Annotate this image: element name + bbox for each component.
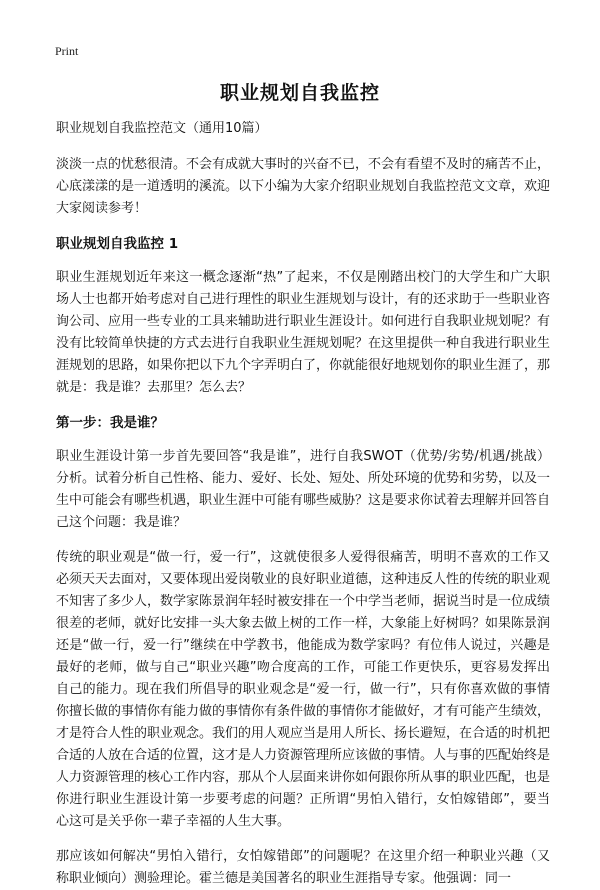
subtitle: 职业规划自我监控范文（通用10篇） bbox=[56, 121, 268, 136]
intro-paragraph: 淡淡一点的忧愁很清。不会有成就大事时的兴奋不已，不会有看望不及时的痛苦不止，心底漾漾的是一道透明的溪流。以下小编为大家介绍职业规划自我监控范文文章，欢迎大家阅读参考！ bbox=[56, 157, 551, 216]
step-paragraph-1: 职业生涯设计第一步首先要回答“我是谁”，进行自我SWOT（优势/劣势/机遇/挑战）分析。试着分析自己性格、能力、爱好、长处、短处、所处环境的优势和劣势，以及一生中可能会有哪些机遇，职业生涯中可能有哪些威胁？这是要求你试着去理解并回答自己这个问题：我是谁？ bbox=[56, 449, 551, 530]
print-label[interactable]: Print bbox=[55, 44, 79, 58]
section-paragraph: 职业生涯规划近年来这一概念逐渐“热”了起来，不仅是刚踏出校门的大学生和广大职场人士也都开始考虑对自己进行理性的职业生涯规划与设计，有的还求助于一些职业咨询公司、应用一些专业的工具来辅助进行职业生涯设计。如何进行自我职业规划呢？有没有比较简单快捷的方式去进行自我职业生涯规划呢？在这里提供一种自我进行职业生涯规划的思路，如果你把以下九个字弄明白了，你就能很好地规划你的职业生涯了，那就是：我是谁？去那里？怎么去？ bbox=[56, 270, 551, 395]
step-paragraph-2: 传统的职业观是“做一行，爱一行”，这就使很多人爱得很痛苦，明明不喜欢的工作又必须天天去面对，又要体现出爱岗敬业的良好职业道德，这种违反人性的传统的职业观不知害了多少人，数学家陈景润年轻时被安排在一个中学当老师，据说当时是一位成绩很差的老师，就好比安排一头大象去做上树的工作一样，大象能上好树吗？如果陈景润还是“做一行，爱一行”继续在中学教书，他能成为数学家吗？有位伟人说过，兴趣是最好的老师，做与自己“职业兴趣”吻合度高的工作，可能工作更快乐，更容易发挥出自己的能力。现在我们所倡导的职业观念是“爱一行，做一行”，只有你喜欢做的事情你擅长做的事情你有能力做的事情你有条件做的事情你才能做好，才有可能产生绩效，才是符合人性的职业观念。我们的用人观应当是用人所长、扬长避短，在合适的时机把合适的人放在合适的位置，这才是人力资源管理所应该做的事情。人与事的匹配始终是人力资源管理的核心工作内容，那从个人层面来讲你如何跟你所从事的职业匹配，也是你进行职业生涯设计第一步要考虑的问题？正所谓“男怕入错行，女怕嫁错郎”，要当心这可是关乎你一辈子幸福的人生大事。 bbox=[56, 550, 551, 829]
step-paragraph-3: 那应该如何解决“男怕入错行，女怕嫁错郎”的问题呢？在这里介绍一种职业兴趣（又称职业倾向）测验理论。霍兰德是美国著名的职业生涯指导专家。他强调：同一 bbox=[56, 849, 550, 886]
step-heading: 第一步：我是谁？ bbox=[56, 415, 164, 431]
page-title: 职业规划自我监控 bbox=[219, 82, 380, 104]
section-heading: 职业规划自我监控 1 bbox=[56, 236, 179, 252]
document-body bbox=[56, 118, 550, 890]
